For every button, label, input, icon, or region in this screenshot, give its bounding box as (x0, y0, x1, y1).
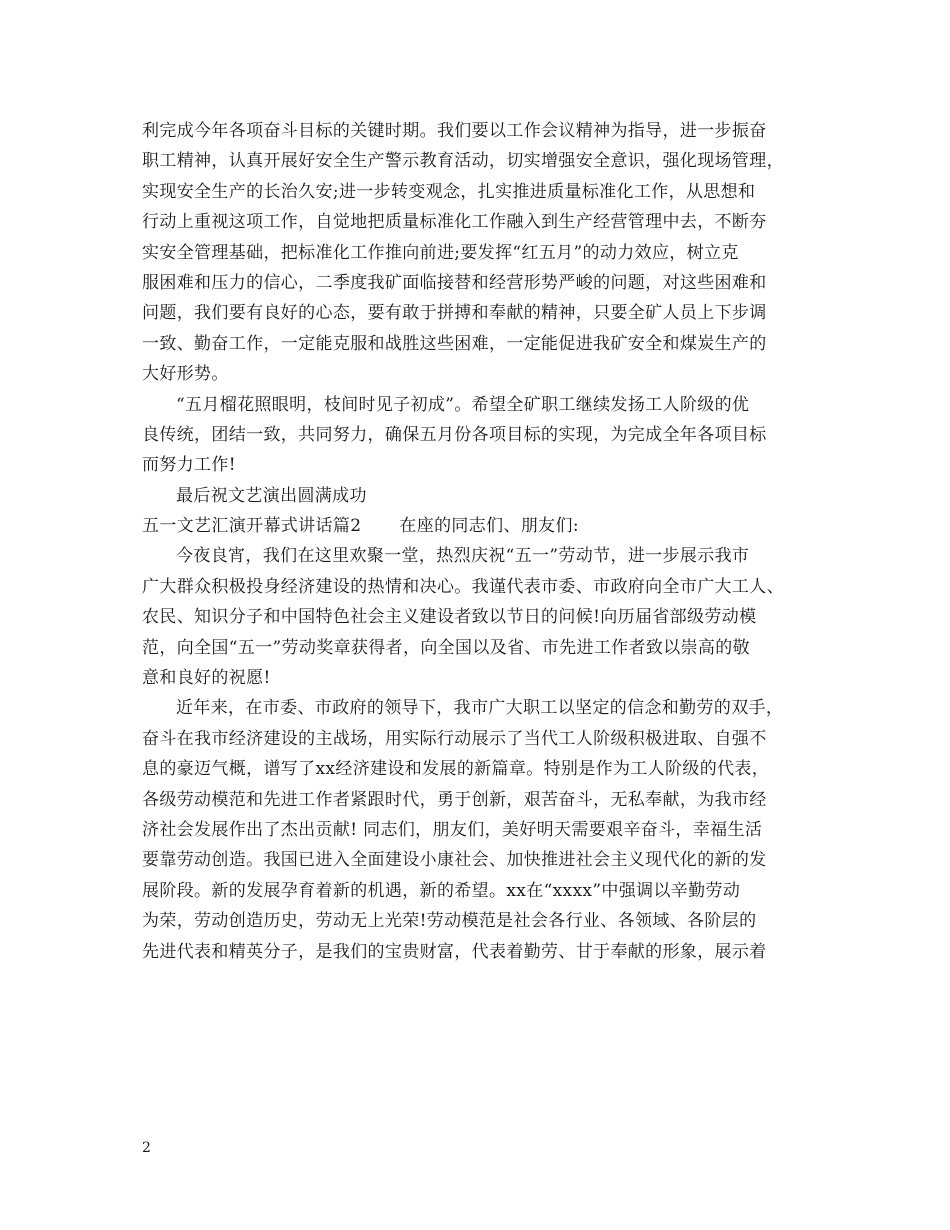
text-line: 要靠劳动创造。我国已进入全面建设小康社会、加快推进社会主义现代化的新的发 (142, 850, 767, 871)
text-line: 各级劳动模范和先进工作者紧跟时代，勇于创新，艰苦奋斗，无私奉献，为我市经 (142, 789, 767, 810)
text-line: 先进代表和精英分子，是我们的宝贵财富，代表着勤劳、甘于奉献的形象，展示着 (142, 941, 767, 962)
text-line: 今夜良宵，我们在这里欢聚一堂，热烈庆祝“五一”劳动节，进一步展示我市 (176, 546, 750, 567)
section-heading: 五一文艺汇演开幕式讲话篇2 (142, 516, 362, 537)
text-line: 利完成今年各项奋斗目标的关键时期。我们要以工作会议精神为指导，进一步振奋 (142, 121, 767, 141)
text-line: 良传统，团结一致，共同努力，确保五月份各项目标的实现，为完成全年各项目标 (142, 424, 767, 445)
section-heading-line (142, 511, 814, 541)
text-line: 息的豪迈气概，谱写了xx经济建设和发展的新篇章。特别是作为工人阶级的代表， (142, 759, 770, 780)
text-line: “五月榴花照眼明，枝间时见子初成”。希望全矿职工继续发扬工人阶级的优 (176, 394, 750, 415)
text-line: 大好形势。 (142, 364, 229, 385)
greeting: 在座的同志们、朋友们: (399, 516, 579, 537)
text-line: 奋斗在我市经济建设的主战场，用实际行动展示了当代工人阶级积极进取、自强不 (142, 728, 767, 749)
text-line: 济社会发展作出了杰出贡献! 同志们，朋友们，美好明天需要艰辛奋斗，幸福生活 (142, 819, 763, 840)
text-line: 最后祝文艺演出圆满成功 (176, 485, 367, 506)
text-line: 为荣，劳动创造历史，劳动无上光荣!劳动模范是社会各行业、各领域、各阶层的 (142, 911, 757, 932)
page-number: 2 (142, 1140, 151, 1156)
text-line: 而努力工作! (142, 455, 236, 476)
text-line: 职工精神，认真开展好安全生产警示教育活动，切实增强安全意识，强化现场管理， (142, 151, 784, 172)
text-line: 农民、知识分子和中国特色社会主义建设者致以节日的问候!向历届省部级劳动模 (142, 607, 757, 628)
text-line: 行动上重视这项工作，自觉地把质量标准化工作融入到生产经营管理中去，不断夯 (142, 212, 767, 233)
text-line: 范，向全国“五一”劳动奖章获得者，向全国以及省、市先进工作者致以崇高的敬 (142, 637, 750, 658)
text-line: 意和良好的祝愿! (142, 668, 271, 689)
text-line: 展阶段。新的发展孕育着新的机遇，新的希望。xx在“xxxx”中强调以辛勤劳动 (142, 880, 741, 901)
text-line: 一致、勤奋工作，一定能克服和战胜这些困难，一定能促进我矿安全和煤炭生产的 (142, 333, 767, 354)
text-line: 实现安全生产的长治久安;进一步转变观念，扎实推进质量标准化工作，从思想和 (142, 181, 756, 202)
text-line: 实安全管理基础，把标准化工作推向前进;要发挥“红五月”的动力效应，树立克 (142, 242, 739, 263)
text-line: 广大群众积极投身经济建设的热情和决心。我谨代表市委、市政府向全市广大工人、 (142, 576, 784, 597)
text-line: 服困难和压力的信心，二季度我矿面临接替和经营形势严峻的问题，对这些困难和 (142, 272, 767, 293)
text-line: 近年来，在市委、市政府的领导下，我市广大职工以坚定的信念和勤劳的双手， (176, 698, 784, 719)
body-text (142, 116, 814, 967)
text-line: 问题，我们要有良好的心态，要有敢于拼搏和奉献的精神，只要全矿人员上下步调 (142, 303, 767, 324)
